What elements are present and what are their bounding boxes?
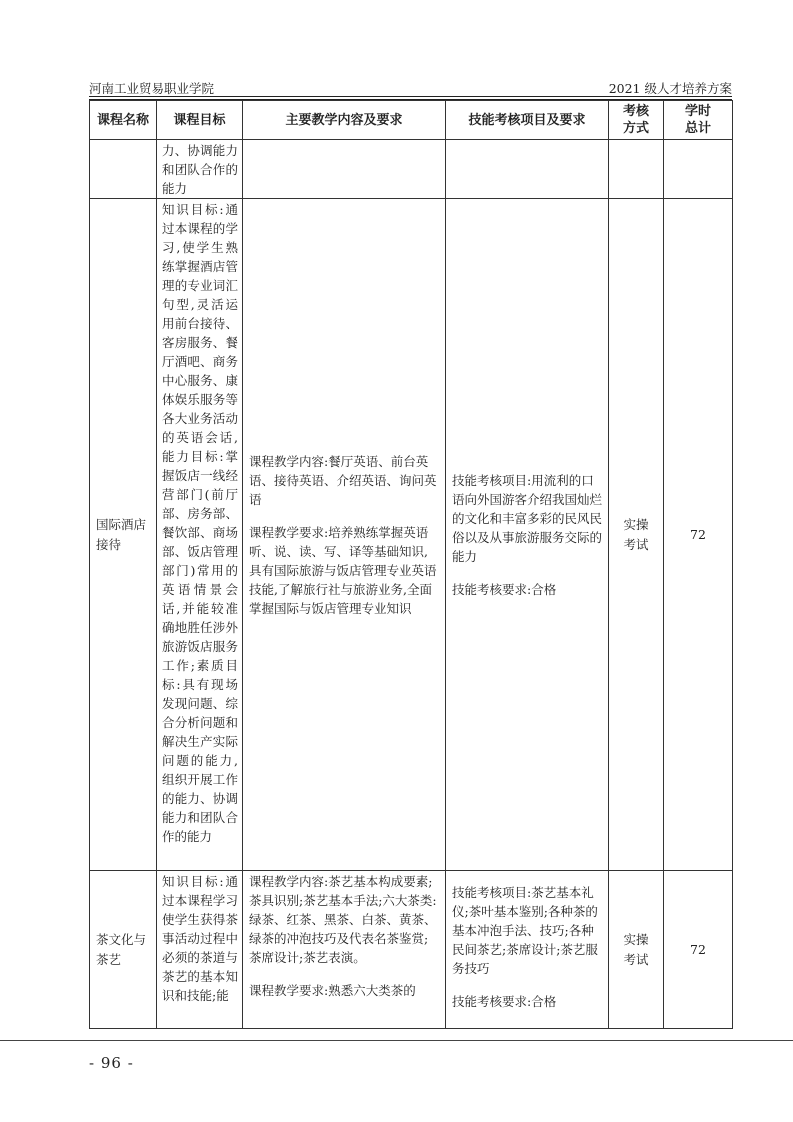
- cell-course-goal: 力、协调能力和团队合作的能力: [157, 140, 243, 199]
- header-course-goal: 课程目标: [157, 101, 243, 140]
- skill-main: 技能考核项目:用流利的口语向外国游客介绍我国灿烂的文化和丰富多彩的民风民俗以及从事旅游服务交际的能力: [452, 472, 603, 564]
- header-course-name: 课程名称: [90, 101, 157, 140]
- cell-hours: [664, 140, 733, 199]
- header-method: 考核方式: [609, 101, 664, 140]
- cell-content: [243, 140, 446, 199]
- header-rule: [89, 96, 732, 97]
- cell-method: [609, 140, 664, 199]
- table-row: [90, 199, 733, 871]
- header-skill: 技能考核项目及要求: [446, 101, 609, 140]
- cell-course-name: [90, 140, 157, 199]
- cell-course-name: 国际酒店接待: [90, 199, 157, 871]
- cell-skill: [446, 199, 609, 871]
- content-main: 课程教学内容:茶艺基本构成要素;茶具识别;茶艺基本手法;六大茶类:绿茶、红茶、黑茶、白茶、黄茶、绿茶的冲泡技巧及代表名茶鉴赏;茶席设计;茶艺表演。: [249, 874, 437, 965]
- content-requirements: 课程教学要求:培养熟练掌握英语听、说、读、写、译等基础知识,具有国际旅游与饭店管理专业英语技能,了解旅行社与旅游业务,全面掌握国际与饭店管理专业知识: [249, 524, 437, 616]
- table-row: [90, 140, 733, 199]
- cell-content: [243, 199, 446, 871]
- table-row: [90, 871, 733, 1029]
- content-main: 课程教学内容:餐厅英语、前台英语、接待英语、介绍英语、询问英语: [249, 453, 437, 507]
- header-doc-title: 2021 级人才培养方案: [608, 81, 732, 96]
- curriculum-table: [89, 100, 733, 1029]
- cell-course-goal: 知识目标:通过本课程的学习,使学生熟练掌握酒店管理的专业词汇句型,灵活运用前台接待、客房服务、餐厅酒吧、商务中心服务、康体娱乐服务等各大业务活动的英语会话,能力目标:掌握饭店一线经营部门(前厅部、房务部、餐饮部、商场部、饭店管理部门)常用的英语情景会话,并能较准确地胜任涉外旅游饭店服务工作;素质目标:具有现场发现问题、综合分析问题和解决生产实际问题的能力,组织开展工作的能力、协调能力和团队合作的能力: [157, 199, 243, 871]
- cell-method: 实操考试: [609, 199, 664, 871]
- cell-hours: 72: [664, 199, 733, 871]
- cell-course-goal: 知识目标:通过本课程学习使学生获得茶事活动过程中必须的茶道与茶艺的基本知识和技能;能: [157, 871, 243, 1029]
- skill-requirements: 技能考核要求:合格: [452, 581, 557, 597]
- cell-skill: [446, 871, 609, 1029]
- cell-skill: [446, 140, 609, 199]
- header-school-name: 河南工业贸易职业学院: [89, 81, 215, 96]
- content-requirements: 课程教学要求:熟悉六大类茶的: [249, 983, 416, 998]
- cell-content: [243, 871, 446, 1029]
- page-number: - 96 -: [89, 1054, 134, 1072]
- skill-main: 技能考核项目:茶艺基本礼仪;茶叶基本鉴别;各种茶的基本冲泡手法、技巧;各种民间茶艺;茶席设计;茶艺服务技巧: [452, 885, 598, 976]
- header-hours: 学时总计: [664, 101, 733, 140]
- page-header: [89, 79, 732, 97]
- table-header-row: [90, 101, 733, 140]
- header-content: 主要教学内容及要求: [243, 101, 446, 140]
- skill-requirements: 技能考核要求:合格: [452, 994, 557, 1009]
- footer-rule: [0, 1040, 793, 1041]
- cell-course-name: 茶文化与茶艺: [90, 871, 157, 1029]
- cell-method: 实操考试: [609, 871, 664, 1029]
- cell-hours: 72: [664, 871, 733, 1029]
